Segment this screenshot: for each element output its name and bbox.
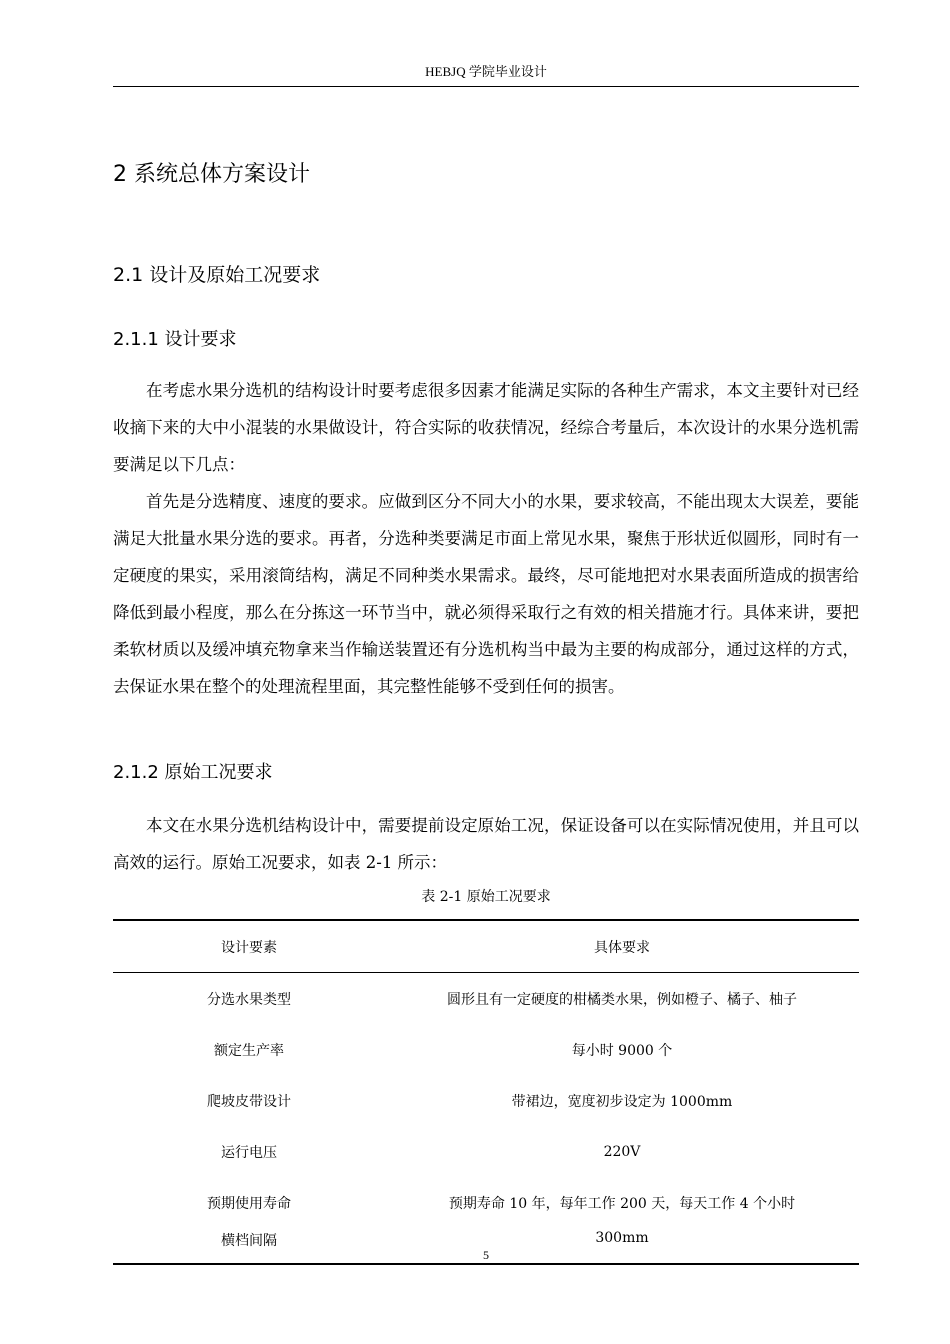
page-header: HEBJQ 学院毕业设计 [113,62,859,87]
table-cell: 220V [603,1143,641,1160]
paragraph-conditions: 本文在水果分选机结构设计中，需要提前设定原始工况，保证设备可以在实际情况使用，并且可以高效的运行。原始工况要求，如表 2-1 所示： [113,816,859,872]
conditions-table [113,919,859,1265]
table-row [113,973,859,1025]
table-row [113,1075,859,1126]
table-cell: 分选水果类型 [207,991,291,1008]
header-cell: 具体要求 [594,939,650,956]
table-caption: 表 2-1 原始工况要求 [421,889,551,905]
table-cell: 爬坡皮带设计 [207,1093,291,1110]
header-cell: 设计要素 [221,939,277,956]
table-cell: 300mm [595,1230,649,1246]
table-cell: 运行电压 [221,1144,277,1161]
table-cell: 每小时 9000 个 [571,1042,673,1059]
table-row [113,1024,859,1075]
section-title: 2.1 设计及原始工况要求 [113,264,321,286]
table-row [113,1126,859,1177]
table-cell: 额定生产率 [214,1042,284,1059]
table-header-row [113,920,859,973]
paragraph-design-intro: 在考虑水果分选机的结构设计时要考虑很多因素才能满足实际的各种生产需求，本文主要针对已经收摘下来的大中小混装的水果做设计，符合实际的收获情况，经综合考量后，本次设计的水果分选机需要满足以下几点： [113,381,859,474]
subsection-title-design: 2.1.1 设计要求 [113,329,237,350]
table-cell: 预期寿命 10 年，每年工作 200 天，每天工作 4 个小时 [448,1195,796,1212]
chapter-title: 2 系统总体方案设计 [113,162,310,187]
page-number: 5 [483,1248,489,1262]
table-cell: 预期使用寿命 [207,1195,291,1212]
paragraph-design-requirements: 首先是分选精度、速度的要求。应做到区分不同大小的水果，要求较高，不能出现太大误差，要能满足大批量水果分选的要求。再者，分选种类要满足市面上常见水果，聚焦于形状近似圆形，同时有一定硬度的果实，采用滚筒结构，满足不同种类水果需求。最终，尽可能地把对水果表面所造成的损害给降低到最小程度，那么在分拣这一环节当中，就必须得采取行之有效的相关措施才行。具体来讲，要把柔软材质以及缓冲填充物拿来当作输送装置还有分选机构当中最为主要的构成部分，通过这样的方式，去保证水果在整个的处理流程里面，其完整性能够不受到任何的损害。 [113,492,859,696]
table-cell: 横档间隔 [221,1233,277,1249]
table-cell: 带裙边，宽度初步设定为 1000mm [511,1093,733,1110]
subsection-title-conditions: 2.1.2 原始工况要求 [113,762,273,783]
table-cell: 圆形且有一定硬度的柑橘类水果，例如橙子、橘子、柚子 [447,991,797,1008]
table-row [113,1177,859,1228]
